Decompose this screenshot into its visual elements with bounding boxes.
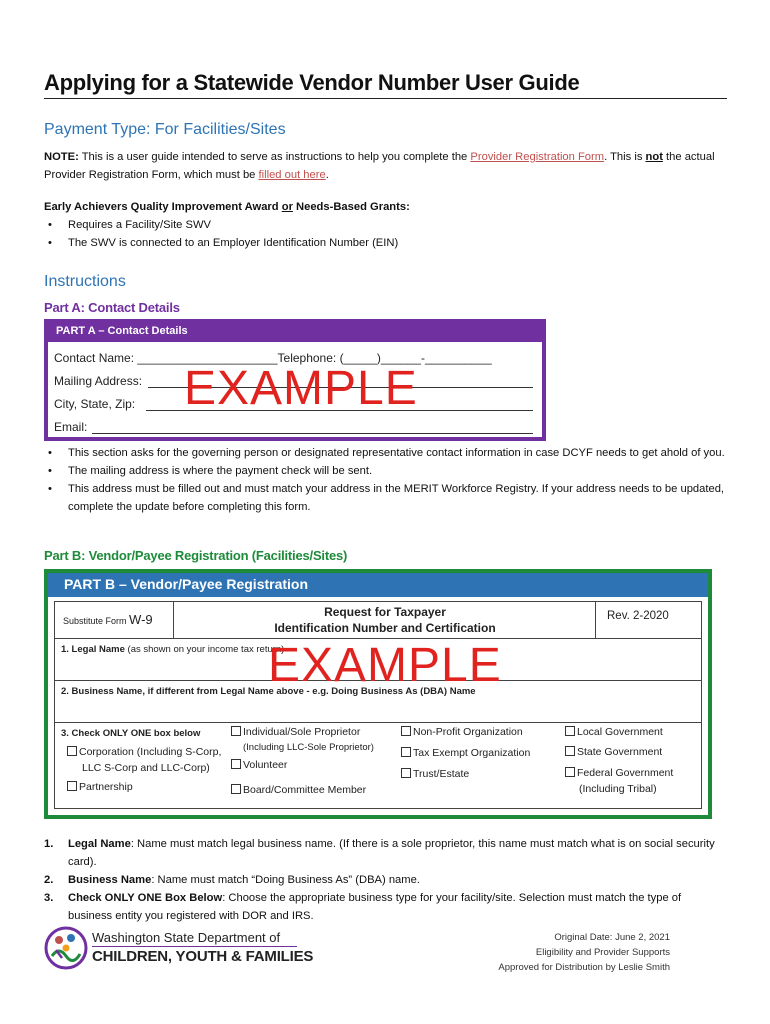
check-one-label: 3. Check ONLY ONE box below xyxy=(61,728,201,739)
list-item: • The mailing address is where the payment check will be sent. xyxy=(44,462,734,480)
footer-info xyxy=(498,930,670,975)
board-option[interactable] xyxy=(231,784,366,796)
filled-out-here-link[interactable]: filled out here xyxy=(258,169,326,181)
federal-gov-label: Federal Government xyxy=(577,767,674,779)
corporation-label-2: LLC S-Corp and LLC-Corp) xyxy=(82,762,210,774)
part-a-box-header: PART A – Contact Details xyxy=(48,323,542,342)
federal-gov-option[interactable] xyxy=(565,767,673,779)
trust-label: Trust/Estate xyxy=(413,768,470,780)
checkbox[interactable] xyxy=(565,746,575,756)
partnership-label: Partnership xyxy=(79,781,133,793)
logo-divider xyxy=(92,946,297,947)
partnership-option[interactable] xyxy=(67,781,133,793)
board-label: Board/Committee Member xyxy=(243,784,367,796)
email-label: Email: xyxy=(54,420,88,434)
w9-label: W-9 xyxy=(129,612,153,627)
provider-registration-form-link[interactable]: Provider Registration Form xyxy=(470,151,605,163)
part-b-box-header: PART B – Vendor/Payee Registration xyxy=(48,573,708,597)
grants-heading-a: Early Achievers Quality Improvement Award xyxy=(44,201,282,213)
state-gov-option[interactable] xyxy=(565,746,662,758)
checkbox[interactable] xyxy=(401,726,411,736)
checkbox[interactable] xyxy=(565,767,575,777)
individual-option[interactable] xyxy=(231,726,360,738)
grants-heading xyxy=(44,198,410,216)
checkbox[interactable] xyxy=(401,768,411,778)
revision-label: Rev. 2-2020 xyxy=(607,610,669,622)
instructions-heading: Instructions xyxy=(44,273,126,290)
individual-label: Individual/Sole Proprietor xyxy=(243,726,361,738)
item-number: 3. xyxy=(44,892,54,904)
checkbox[interactable] xyxy=(67,746,77,756)
tax-exempt-option[interactable] xyxy=(401,747,530,759)
note-text-2: . This is xyxy=(604,151,646,163)
part-b-example-form xyxy=(44,569,712,819)
trust-option[interactable] xyxy=(401,768,469,780)
item-number: 1. xyxy=(44,838,54,850)
email-line xyxy=(92,433,533,434)
request-title-2: Identification Number and Certification xyxy=(274,621,496,635)
substitute-form-label xyxy=(63,612,153,627)
note-text-4: . xyxy=(325,169,329,181)
dcyf-logo xyxy=(44,924,314,972)
grants-heading-or: or xyxy=(281,201,293,213)
item-text: : Choose the appropriate business type for your facility/site. Selection must match the type of business entity you registered with DOR and IRS. xyxy=(68,892,682,922)
instructions-list xyxy=(44,835,724,925)
part-b-heading: Part B: Vendor/Payee Registration (Facilities/Sites) xyxy=(44,548,348,563)
corporation-option[interactable] xyxy=(67,746,221,758)
list-item xyxy=(44,835,724,871)
checkbox[interactable] xyxy=(231,759,241,769)
checkbox[interactable] xyxy=(67,781,77,791)
note-not: not xyxy=(645,151,663,163)
payment-type-heading: Payment Type: For Facilities/Sites xyxy=(44,121,286,138)
business-name-label: 2. Business Name, if different from Legal Name above - e.g. Doing Business As (DBA) Name xyxy=(61,686,476,697)
checkbox[interactable] xyxy=(565,726,575,736)
dcyf-logo-icon xyxy=(44,926,88,970)
legal-name-title: 1. Legal Name xyxy=(61,644,125,655)
item-label: Legal Name xyxy=(68,838,131,850)
example-watermark-b: EXAMPLE xyxy=(268,639,502,692)
note-text-1: This is a user guide intended to serve as instructions to help you complete the xyxy=(78,151,471,163)
grants-bullets xyxy=(44,216,398,252)
individual-label-2: (Including LLC-Sole Proprietor) xyxy=(243,742,374,753)
note-label: NOTE: xyxy=(44,151,79,163)
note-text-3: the actual Provider Registration Form, which must be xyxy=(44,151,715,181)
footer-date: Original Date: June 2, 2021 xyxy=(554,932,670,943)
volunteer-option[interactable] xyxy=(231,759,287,771)
footer-dept: Eligibility and Provider Supports xyxy=(535,947,670,958)
list-item xyxy=(44,871,724,889)
list-item: • The SWV is connected to an Employer Identification Number (EIN) xyxy=(44,234,398,252)
note-paragraph xyxy=(44,148,734,184)
checkbox[interactable] xyxy=(231,726,241,736)
city-state-zip-label: City, State, Zip: xyxy=(54,397,136,411)
legal-name-note: (as shown on your income tax return) xyxy=(124,644,285,655)
list-item: • Requires a Facility/Site SWV xyxy=(44,216,398,234)
volunteer-label: Volunteer xyxy=(243,759,288,771)
federal-gov-label-2: (Including Tribal) xyxy=(579,783,657,795)
part-a-bullets xyxy=(44,444,734,516)
part-a-example-form xyxy=(44,319,546,441)
legal-name-label xyxy=(61,644,284,655)
footer-approved: Approved for Distribution by Leslie Smith xyxy=(498,962,670,973)
divider xyxy=(173,602,174,638)
part-a-heading: Part A: Contact Details xyxy=(44,300,180,315)
corporation-label: Corporation (Including S-Corp, xyxy=(79,746,222,758)
logo-line-2: CHILDREN, YOUTH & FAMILIES xyxy=(92,948,314,965)
item-label: Business Name xyxy=(68,874,152,886)
nonprofit-label: Non-Profit Organization xyxy=(413,726,523,738)
tax-exempt-label: Tax Exempt Organization xyxy=(413,747,531,759)
mailing-address-label: Mailing Address: xyxy=(54,374,143,388)
list-item: • This section asks for the governing person or designated representative contact information in case DCYF needs to get ahold of you. xyxy=(44,444,734,462)
item-text: : Name must match legal business name. (If there is a sole proprietor, this name must match what is on social security card). xyxy=(68,838,715,868)
logo-line-1: Washington State Department of xyxy=(92,930,281,945)
state-gov-label: State Government xyxy=(577,746,663,758)
example-watermark-a: EXAMPLE xyxy=(184,362,418,415)
divider xyxy=(595,602,596,638)
item-number: 2. xyxy=(44,874,54,886)
title-divider xyxy=(44,98,727,99)
local-gov-option[interactable] xyxy=(565,726,663,738)
grants-heading-b: Needs-Based Grants: xyxy=(292,201,410,213)
checkbox[interactable] xyxy=(401,747,411,757)
page-title: Applying for a Statewide Vendor Number User Guide xyxy=(44,70,580,95)
list-item: • This address must be filled out and must match your address in the MERIT Workforce Registry. If your address needs to be updated, complete the update before completing this form. xyxy=(44,480,734,516)
nonprofit-option[interactable] xyxy=(401,726,523,738)
local-gov-label: Local Government xyxy=(577,726,663,738)
item-label: Check ONLY ONE Box Below xyxy=(68,892,223,904)
request-title-1: Request for Taxpayer xyxy=(324,605,446,619)
substitute-text: Substitute Form xyxy=(63,616,127,626)
contact-name-row: Contact Name: _____________________Telephone: (_____)______-__________ xyxy=(54,351,492,365)
divider xyxy=(55,722,701,723)
item-text: : Name must match “Doing Business As” (DBA) name. xyxy=(151,874,420,886)
checkbox[interactable] xyxy=(231,784,241,794)
w9-form-table xyxy=(54,601,702,809)
list-item xyxy=(44,889,724,925)
